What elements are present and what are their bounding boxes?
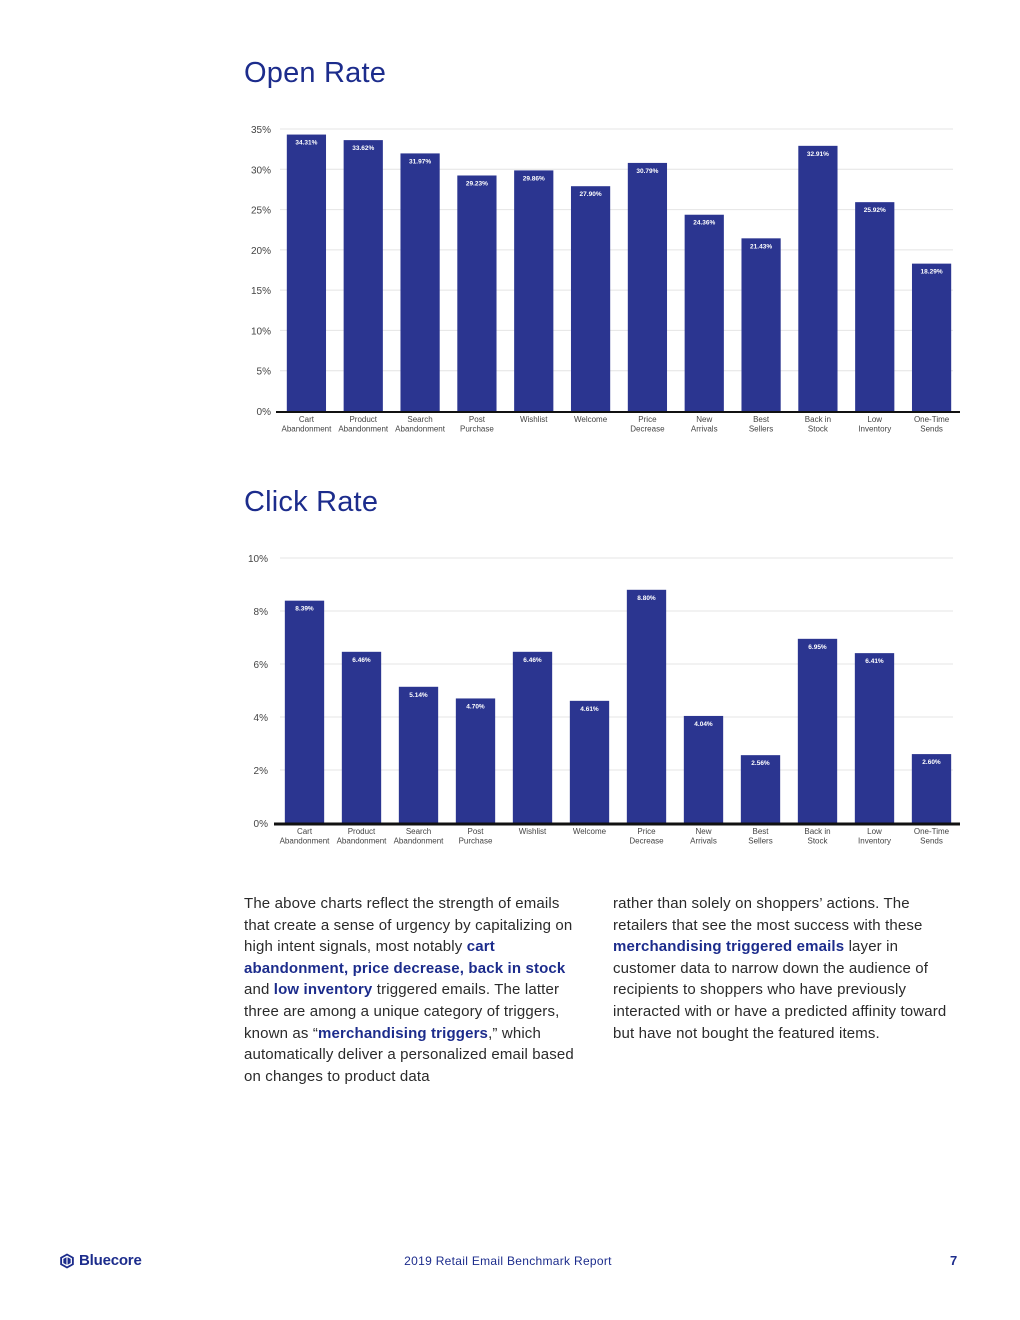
bar — [855, 653, 894, 823]
bar — [571, 186, 610, 411]
category-label: Sends — [920, 424, 943, 434]
y-tick-label: 25% — [250, 205, 271, 217]
bar — [570, 701, 609, 823]
y-tick-label: 30% — [250, 165, 271, 177]
bar-value-label: 2.60% — [922, 759, 941, 767]
category-label: Sellers — [748, 836, 773, 846]
y-tick-label: 5% — [256, 366, 271, 378]
bar-value-label: 8.39% — [295, 605, 314, 613]
category-label: Abandonment — [395, 424, 445, 434]
category-label: Product — [347, 827, 376, 836]
body-text-right — [613, 893, 963, 1044]
bar — [285, 601, 324, 823]
bar-value-label: 4.70% — [466, 703, 485, 711]
bar — [456, 698, 495, 823]
bar-value-label: 4.61% — [580, 705, 599, 713]
bar-value-label: 34.31% — [295, 139, 318, 147]
category-label: One-Time — [913, 415, 950, 424]
category-label: Purchase — [460, 424, 494, 434]
bar-value-label: 30.79% — [636, 167, 659, 175]
category-label: Purchase — [458, 836, 493, 846]
highlight-text: low inventory — [273, 981, 373, 999]
bar — [798, 639, 837, 823]
category-label: Low — [867, 415, 883, 424]
category-label: Abandonment — [338, 424, 389, 434]
category-label: Best — [752, 827, 769, 836]
y-tick-label: 6% — [253, 660, 268, 671]
page-number: 7 — [950, 1253, 958, 1268]
click-rate-chart — [0, 545, 1020, 865]
y-tick-label: 8% — [253, 607, 268, 618]
category-label: Stock — [807, 424, 828, 434]
category-label: Welcome — [573, 415, 608, 424]
category-label: Inventory — [858, 424, 892, 434]
category-label: Sellers — [748, 424, 774, 434]
category-label: Back in — [804, 415, 832, 424]
bar — [627, 590, 666, 823]
category-label: Product — [349, 415, 378, 424]
bar-value-label: 5.14% — [409, 691, 428, 699]
body-text-segment: ,” which automatically deliver a personalized email based on changes to product data — [244, 1024, 574, 1085]
category-label: Best — [753, 415, 770, 424]
y-tick-label: 2% — [253, 766, 268, 777]
y-tick-label: 20% — [250, 245, 271, 257]
report-title: 2019 Retail Email Benchmark Report — [404, 1254, 612, 1268]
bar — [685, 215, 724, 411]
highlight-text: merchandising triggered emails — [613, 938, 845, 956]
category-label: Abandonment — [281, 424, 332, 434]
bar-value-label: 6.46% — [352, 656, 371, 664]
category-label: Sends — [920, 836, 943, 846]
bar — [628, 163, 667, 411]
bar — [684, 716, 723, 823]
body-text-segment: rather than solely on shoppers’ actions. The retailers that see the most success with these — [613, 895, 923, 934]
footer — [0, 1252, 1020, 1270]
bar — [344, 140, 383, 411]
body-text-segment: The above charts reflect the strength of emails that create a sense of urgency by capitalizing on high intent signals, most notably — [244, 895, 573, 956]
category-label: Arrivals — [690, 424, 718, 434]
body-text-segment: layer in customer data to narrow down the audience of recipients to shoppers who have previously interacted with or have a predicted affinity toward but have not bought the featured items. — [613, 938, 947, 1042]
bar-value-label: 6.46% — [523, 656, 542, 664]
category-label: Search — [407, 415, 433, 424]
category-label: Wishlist — [519, 415, 548, 424]
category-label: Search — [405, 827, 432, 836]
category-label: Back in — [804, 827, 831, 836]
category-label: Price — [638, 415, 657, 424]
category-label: Decrease — [629, 836, 664, 846]
bar-value-label: 18.29% — [920, 268, 943, 276]
bar — [798, 146, 837, 411]
open-rate-title: Open Rate — [244, 57, 387, 89]
bar-value-label: 31.97% — [409, 158, 432, 166]
category-label: Cart — [298, 415, 314, 424]
body-text-left — [244, 893, 589, 1087]
category-label: Stock — [807, 836, 828, 846]
bar-value-label: 33.62% — [352, 145, 375, 153]
bar-value-label: 21.43% — [750, 243, 773, 251]
highlight-text: cart abandonment, price decrease, back in stock — [244, 938, 566, 977]
body-text-segment: triggered emails. The latter three are among a unique category of triggers, known as “ — [244, 981, 560, 1042]
bar-value-label: 2.56% — [751, 760, 770, 768]
bar — [342, 652, 381, 823]
bar — [457, 175, 496, 411]
bar-value-label: 24.36% — [693, 219, 716, 227]
y-tick-label: 10% — [247, 554, 268, 565]
bar-value-label: 32.91% — [806, 150, 829, 158]
bar-value-label: 29.86% — [522, 175, 545, 183]
y-tick-label: 0% — [256, 407, 271, 418]
bar — [287, 135, 326, 411]
bar-value-label: 27.90% — [579, 191, 602, 199]
bar-value-label: 4.04% — [694, 720, 713, 728]
bar-value-label: 8.80% — [637, 594, 656, 602]
bar — [400, 153, 439, 411]
highlight-text: merchandising triggers — [318, 1024, 489, 1042]
open-rate-chart — [0, 115, 1020, 445]
category-label: New — [696, 415, 713, 424]
bar — [855, 202, 894, 411]
category-label: One-Time — [913, 827, 950, 836]
bar-value-label: 29.23% — [465, 180, 488, 188]
category-label: Decrease — [630, 424, 665, 434]
category-label: Low — [867, 827, 882, 836]
category-label: Arrivals — [690, 836, 717, 846]
y-tick-label: 0% — [253, 819, 268, 830]
bar-value-label: 6.41% — [865, 658, 884, 666]
logo-text: Bluecore — [79, 1252, 142, 1269]
category-label: Abandonment — [279, 836, 330, 846]
bar — [514, 170, 553, 411]
bar — [399, 687, 438, 823]
category-label: Abandonment — [393, 836, 444, 846]
category-label: Price — [637, 827, 656, 836]
bar — [912, 264, 951, 411]
bar-value-label: 25.92% — [863, 207, 886, 215]
category-label: Cart — [296, 827, 313, 836]
y-tick-label: 15% — [250, 286, 271, 298]
category-label: Inventory — [858, 836, 891, 846]
y-tick-label: 10% — [250, 326, 271, 338]
category-label: Wishlist — [518, 827, 547, 836]
category-label: New — [695, 827, 712, 836]
bar — [741, 238, 780, 411]
category-label: Abandonment — [336, 836, 387, 846]
bar — [513, 652, 552, 823]
category-label: Welcome — [572, 827, 607, 836]
body-text-segment: and — [244, 981, 274, 999]
category-label: Post — [468, 415, 485, 424]
click-rate-title: Click Rate — [244, 486, 379, 518]
bar-value-label: 6.95% — [808, 643, 827, 651]
y-tick-label: 35% — [250, 125, 271, 136]
category-label: Post — [467, 827, 484, 836]
y-tick-label: 4% — [253, 713, 268, 724]
